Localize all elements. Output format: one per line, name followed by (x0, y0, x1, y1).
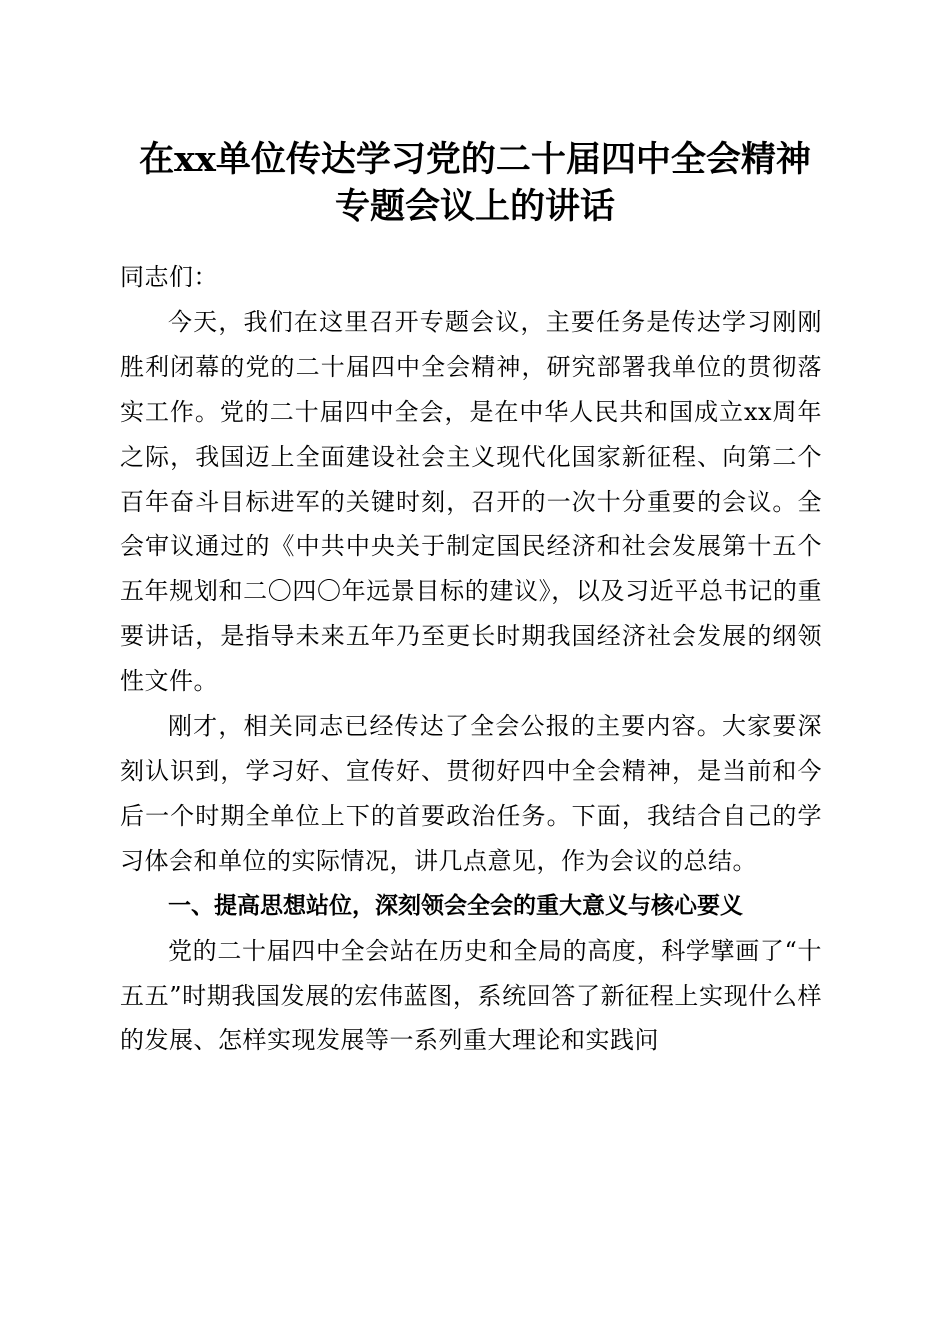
document-body (120, 255, 822, 1063)
paragraph-2: 刚才，相关同志已经传达了全会公报的主要内容。大家要深刻认识到，学习好、宣传好、贯彻好四中全会精神，是当前和今后一个时期全单位上下的首要政治任务。下面，我结合自己的学习体会和单位的实际情况，讲几点意见，作为会议的总结。 (120, 712, 822, 875)
document-title-line-1: 在xx单位传达学习党的二十届四中全会精神 (139, 139, 811, 180)
paragraph-1: 今天，我们在这里召开专题会议，主要任务是传达学习刚刚胜利闭幕的党的二十届四中全会精神，研究部署我单位的贯彻落实工作。党的二十届四中全会，是在中华人民共和国成立xx周年之际，我国迈上全面建设社会主义现代化国家新征程、向第二个百年奋斗目标进军的关键时刻，召开的一次十分重要的会议。全会审议通过的《中共中央关于制定国民经济和社会发展第十五个五年规划和二〇四〇年远景目标的建议》，以及习近平总书记的重要讲话，是指导未来五年乃至更长时期我国经济社会发展的纲领性文件。 (120, 307, 822, 696)
greeting: 同志们： (120, 263, 218, 291)
paragraph-3: 党的二十届四中全会站在历史和全局的高度，科学擘画了“十五五”时期我国发展的宏伟蓝图，系统回答了新征程上实现什么样的发展、怎样实现发展等一系列重大理论和实践问 (120, 936, 822, 1055)
document-title-line-2: 专题会议上的讲话 (334, 186, 615, 227)
section-heading-1: 一、提高思想站位，深刻领会全会的重大意义与核心要义 (168, 892, 743, 919)
